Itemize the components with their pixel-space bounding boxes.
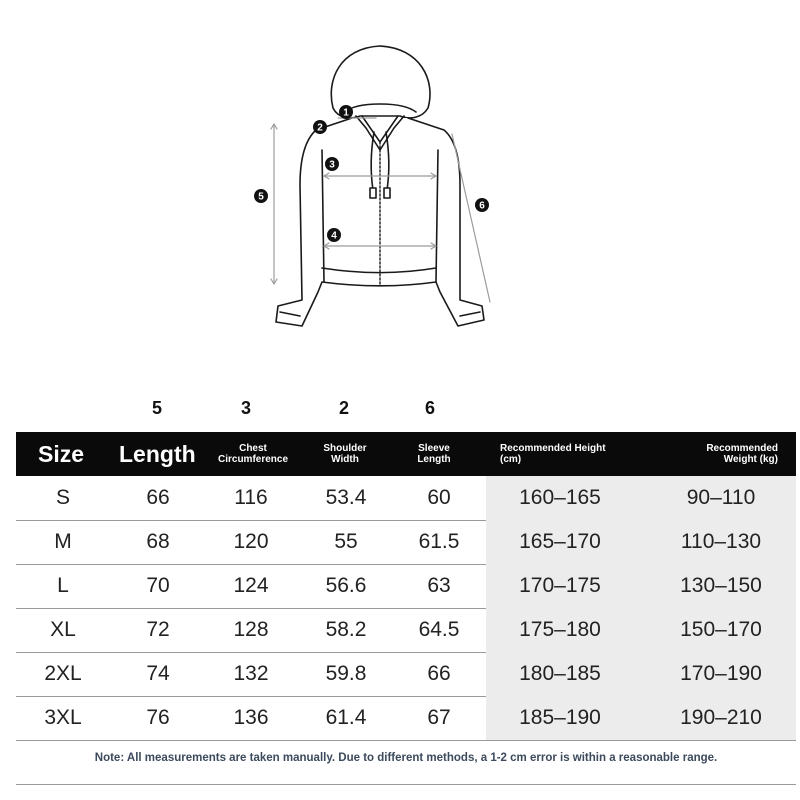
cell-sleeve: 67 xyxy=(427,706,451,729)
header-sleeve-line2: Length xyxy=(417,454,451,465)
header-shoulder-line2: Width xyxy=(331,454,359,465)
cell-chest: 120 xyxy=(233,530,269,553)
cell-sleeve: 60 xyxy=(427,486,451,509)
cell-length: 66 xyxy=(146,486,170,509)
cell-sleeve: 63 xyxy=(427,574,451,597)
chest-column-number: 3 xyxy=(240,398,251,418)
cell-weight: 130–150 xyxy=(680,574,762,597)
table-row xyxy=(16,696,796,741)
cell-sleeve: 61.5 xyxy=(418,530,460,553)
cell-shoulder: 59.8 xyxy=(325,662,367,685)
cell-height: 175–180 xyxy=(519,618,601,641)
header-sleeve xyxy=(406,432,462,476)
header-chest-line1: Chest xyxy=(239,443,267,454)
cell-shoulder: 56.6 xyxy=(325,574,367,597)
marker-label-1: 1 xyxy=(343,107,349,119)
cell-weight: 110–130 xyxy=(680,530,762,553)
marker-label-2: 2 xyxy=(317,122,323,134)
cell-length: 74 xyxy=(146,662,170,685)
cell-shoulder: 61.4 xyxy=(325,706,367,729)
header-chest xyxy=(208,432,298,476)
cell-sleeve: 66 xyxy=(427,662,451,685)
header-shoulder xyxy=(312,432,378,476)
cell-size: XL xyxy=(50,618,76,641)
cell-height: 185–190 xyxy=(519,706,601,729)
header-weight-line2: Weight (kg) xyxy=(723,454,778,465)
cell-height: 180–185 xyxy=(519,662,601,685)
header-shoulder-line1: Shoulder xyxy=(323,443,367,454)
table-row xyxy=(16,520,796,565)
cell-chest: 116 xyxy=(234,486,268,509)
cell-length: 68 xyxy=(146,530,170,553)
cell-weight: 170–190 xyxy=(680,662,762,685)
cell-shoulder: 55 xyxy=(334,530,358,553)
cell-length: 76 xyxy=(146,706,170,729)
cell-chest: 132 xyxy=(233,662,269,685)
hoodie-measurement-diagram xyxy=(245,38,515,338)
cell-height: 160–165 xyxy=(519,486,601,509)
cell-chest: 128 xyxy=(233,618,269,641)
cell-length: 72 xyxy=(146,618,170,641)
cell-size: 2XL xyxy=(44,662,82,685)
sleeve-column-number: 6 xyxy=(424,398,435,418)
cell-weight: 150–170 xyxy=(680,618,762,641)
header-chest-line2: Circumference xyxy=(217,454,289,465)
cell-size: 3XL xyxy=(44,706,82,729)
cell-size: M xyxy=(54,530,72,553)
marker-label-4: 4 xyxy=(331,230,337,242)
cell-sleeve: 64.5 xyxy=(418,618,460,641)
header-weight-line1: Recommended xyxy=(706,443,778,454)
header-height-line2: (cm) xyxy=(500,454,522,465)
header-length: Length xyxy=(119,440,196,467)
header-size: Size xyxy=(38,440,85,467)
cell-chest: 136 xyxy=(233,706,269,729)
marker-label-5: 5 xyxy=(258,191,264,203)
header-recommended-height xyxy=(500,432,650,476)
bottom-divider xyxy=(16,784,796,785)
cell-shoulder: 58.2 xyxy=(325,618,367,641)
table-row xyxy=(16,652,796,697)
size-chart-table xyxy=(16,432,796,742)
table-row xyxy=(16,476,796,521)
cell-shoulder: 53.4 xyxy=(325,486,367,509)
table-row xyxy=(16,564,796,609)
cell-size: L xyxy=(57,574,69,597)
cell-length: 70 xyxy=(146,574,170,597)
table-row xyxy=(16,608,796,653)
cell-height: 165–170 xyxy=(519,530,601,553)
measurement-note: Note: All measurements are taken manually. Due to different methods, a 1-2 cm error is within a reasonable range. xyxy=(94,752,718,764)
cell-weight: 190–210 xyxy=(680,706,762,729)
cell-size: S xyxy=(55,486,70,509)
cell-weight: 90–110 xyxy=(686,486,756,509)
shoulder-column-number: 2 xyxy=(338,398,349,418)
header-height-line1: Recommended Height xyxy=(500,443,606,454)
table-header xyxy=(16,432,796,476)
marker-label-6: 6 xyxy=(479,200,485,212)
cell-height: 170–175 xyxy=(519,574,601,597)
marker-label-3: 3 xyxy=(329,159,335,171)
header-recommended-weight xyxy=(666,432,778,476)
header-sleeve-line1: Sleeve xyxy=(418,443,450,454)
length-column-number: 5 xyxy=(151,398,162,418)
cell-chest: 124 xyxy=(233,574,269,597)
